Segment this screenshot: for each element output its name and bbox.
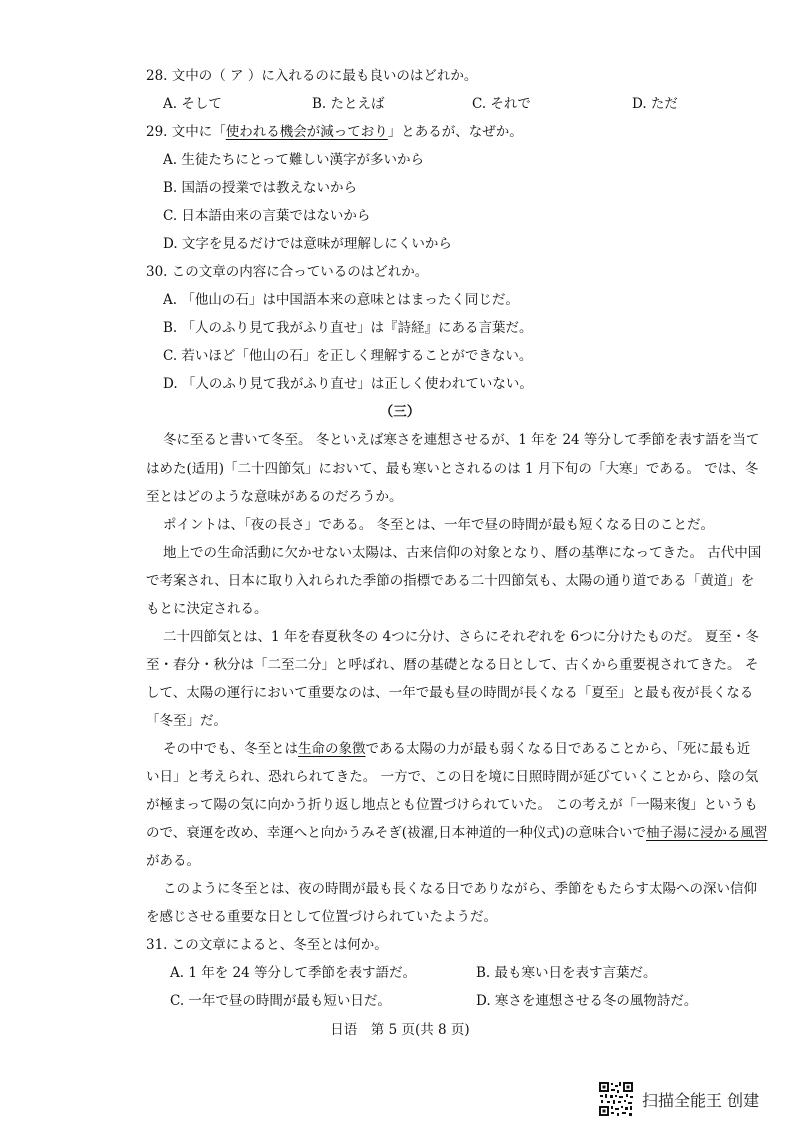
passage-line: して、太陽の運行において重要なのは、一年で最も昼の時間が長くなる「夏至」と最も夜が長くなる [146,685,754,701]
passage-line: もとに決定される。 [146,601,268,617]
passage-line [146,823,768,843]
passage-line: 至とはどのような意味があるのだろうか。 [146,489,403,505]
passage-line: ポイントは、「夜の長さ」である。 冬至とは、一年で昼の時間が最も短くなる日のことだ。 [163,517,715,533]
question-31: 31. この文章によると、冬至とは何か。 [146,937,388,953]
q29-underlined-quote: 使われる機会が減っており [225,124,388,140]
passage-text: である太陽の力が最も弱くなる日であることから、「死に最も近 [365,741,751,757]
passage-line: 「冬至」だ。 [146,713,227,729]
passage-text: その中でも、冬至とは [163,741,298,757]
q29-prefix: 29. 文中に「 [146,124,226,140]
q30-option-b: B. 「人のふり見て我がふり直せ」は『詩経』にある言葉だ。 [163,320,533,336]
section-title: （三） [379,404,421,420]
q28-option-b: B. たとえば [312,96,385,112]
passage-line: を感じさせる重要な日として位置づけられていたようだ。 [146,909,497,925]
question-29 [146,122,523,142]
q29-option-c: C. 日本語由来の言葉ではないから [163,208,371,224]
question-28: 28. 文中の（ ア ）に入れるのに最も良いのはどれか。 [146,68,478,84]
q30-option-d: D. 「人のふり見て我がふり直せ」は正しく使われていない。 [163,376,533,392]
q31-option-c: C. 一年で昼の時間が最も短い日だ。 [170,993,391,1009]
q31-option-d: D. 寒さを連想させる冬の風物詩だ。 [476,993,698,1009]
q30-option-c: C. 若いほど「他山の石」を正しく理解することができない。 [163,348,533,364]
watermark-text: 扫描全能王 创建 [642,1090,760,1110]
passage-line: がある。 [146,853,200,869]
q29-option-a: A. 生徒たちにとって難しい漢字が多いから [163,152,425,168]
underlined-phrase: 柚子湯に浸かる風習 [646,825,768,841]
passage-line: このように冬至とは、夜の時間が最も長くなる日でありながら、季節をもたらす太陽への深い信仰 [163,881,757,897]
q28-option-c: C. それで [472,96,531,112]
q29-option-d: D. 文字を見るだけでは意味が理解しにくいから [163,236,452,252]
passage-line: はめた(适用)「二十四節気」において、最も寒いとされるのは 1 月下旬の「大寒」である。 では、冬 [146,461,759,477]
passage-text: ので、衰運を改め、幸運へと向かうみそぎ(祓濯,日本神道的一种仪式)の意味合いで [146,825,647,841]
passage-line: 至・春分・秋分は「二至二分」と呼ばれ、暦の基礎となる日として、古くから重要視されてきた。 そ [146,657,759,673]
page-footer: 日语 第 5 页(共 8 页) [330,1022,470,1038]
question-30: 30. この文章の内容に合っているのはどれか。 [146,264,429,280]
q29-option-b: B. 国語の授業では教えないから [163,180,358,196]
passage-line: で考案され、日本に取り入れられた季節の指標である二十四節気も、太陽の通り道である「黄道」を [146,573,755,589]
passage-line: 冬に至ると書いて冬至。 冬といえば寒さを連想させるが、1 年を 24 等分して季節を表す語を当て [163,432,760,448]
qr-code-icon [598,1081,634,1117]
q29-suffix: 」とあるが、なぜか。 [387,124,523,140]
q31-option-a: A. 1 年を 24 等分して季節を表す語だ。 [170,965,416,981]
q30-option-a: A. 「他山の石」は中国語本来の意味とはまったく同じだ。 [163,292,519,308]
passage-line: が極まって陽の気に向かう折り返し地点とも位置づけられていた。 この考えが「一陽来復」というも [146,797,758,813]
q28-option-d: D. ただ [632,96,678,112]
scanner-watermark [598,1081,759,1117]
passage-line: 二十四節気とは、1 年を春夏秋冬の 4つに分け、さらにそれぞれを 6つに分けたものだ。 夏至・冬 [163,629,759,645]
passage-line: 地上での生命活動に欠かせない太陽は、古来信仰の対象となり、暦の基準になってきた。 古代中国 [163,545,762,561]
passage-line [163,739,750,759]
q28-option-a: A. そして [163,96,222,112]
passage-line: い日」と考えられ、恐れられてきた。 一方で、この日を境に日照時間が延びていくことから、陰の気 [146,769,759,785]
underlined-phrase: 生命の象徴 [298,741,366,757]
q31-option-b: B. 最も寒い日を表す言葉だ。 [476,965,657,981]
